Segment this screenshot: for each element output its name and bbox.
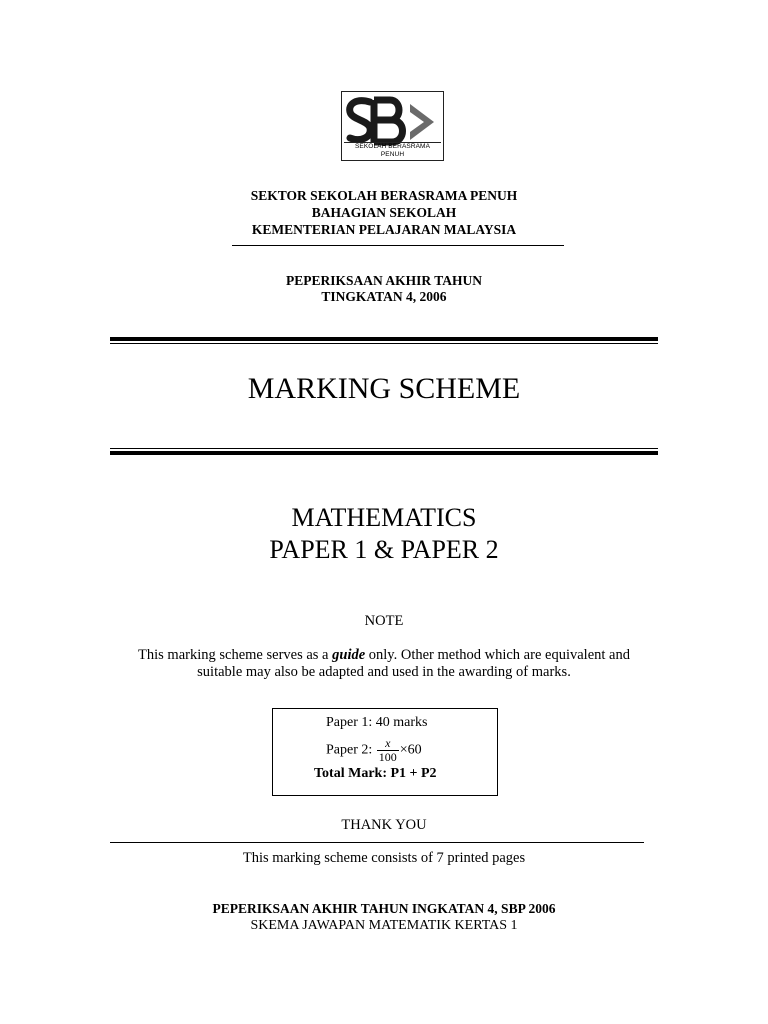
paper2-label: Paper 2: xyxy=(326,742,373,758)
marks-box xyxy=(272,708,498,796)
sbp-logo xyxy=(341,91,444,161)
pages-note: This marking scheme consists of 7 printed pages xyxy=(242,850,526,866)
subject-line-1: MATHEMATICS xyxy=(291,503,477,532)
thank-you-rule xyxy=(110,842,644,843)
header-line-1: SEKTOR SEKOLAH BERASRAMA PENUH xyxy=(250,188,518,203)
note-heading: NOTE xyxy=(364,613,404,629)
paper2-fraction xyxy=(377,737,399,764)
footer-line-2: SKEMA JAWAPAN MATEMATIK KERTAS 1 xyxy=(250,918,518,933)
title-bottom-rule-thick xyxy=(110,451,658,455)
note-text-after: only. Other method which are equivalent and xyxy=(365,647,630,663)
thank-you: THANK YOU xyxy=(341,817,427,833)
paper2-numerator: x xyxy=(385,736,391,750)
note-line-2: suitable may also be adapted and used in the awarding of marks. xyxy=(197,664,571,680)
title-top-rule-thick xyxy=(110,337,658,341)
paper2-marks xyxy=(326,737,550,764)
total-mark: Total Mark: P1 + P2 xyxy=(314,766,437,781)
header-underline xyxy=(232,245,564,246)
paper2-multiplier: ×60 xyxy=(399,742,422,758)
footer-line-1: PEPERIKSAAN AKHIR TAHUN INGKATAN 4, SBP 2006 xyxy=(212,901,556,916)
document-title: MARKING SCHEME xyxy=(247,372,521,405)
note-text-before: This marking scheme serves as a xyxy=(138,647,333,663)
title-bottom-rule-thin xyxy=(110,448,658,449)
title-top-rule-thin xyxy=(110,343,658,344)
paper2-denominator: 100 xyxy=(378,750,397,764)
exam-line-2: TINGKATAN 4, 2006 xyxy=(321,289,447,304)
paper1-marks: Paper 1: 40 marks xyxy=(326,715,428,730)
logo-caption: SEKOLAH BERASRAMA PENUH xyxy=(344,142,441,159)
note-line-1 xyxy=(0,647,768,664)
subject-line-2: PAPER 1 & PAPER 2 xyxy=(269,535,499,564)
exam-line-1: PEPERIKSAAN AKHIR TAHUN xyxy=(285,273,483,288)
note-guide-emphasis: guide xyxy=(332,647,366,663)
header-line-3: KEMENTERIAN PELAJARAN MALAYSIA xyxy=(251,222,517,237)
header-line-2: BAHAGIAN SEKOLAH xyxy=(311,205,457,220)
